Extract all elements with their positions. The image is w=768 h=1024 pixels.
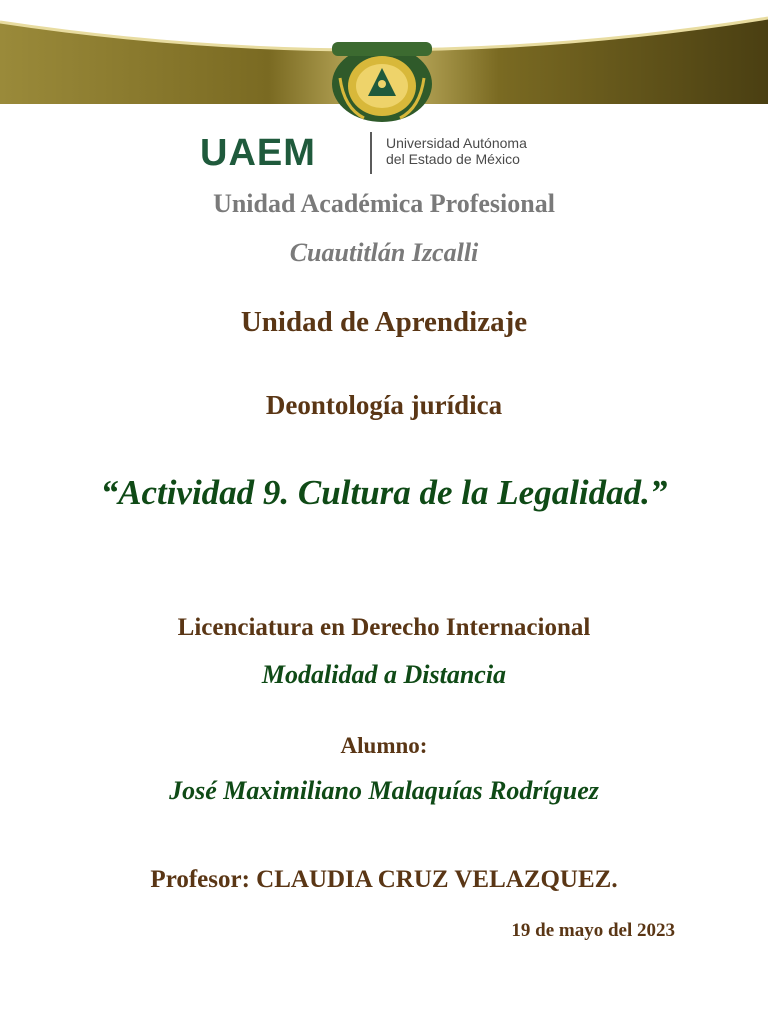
campus-name: Cuautitlán Izcalli [289,238,479,267]
student-name: José Maximiliano Malaquías Rodríguez [169,776,599,805]
university-name-line2: del Estado de México [386,151,520,167]
document-date: 19 de mayo del 2023 [511,920,675,941]
professor-line: Profesor: CLAUDIA CRUZ VELAZQUEZ. [150,866,618,893]
uaem-logo [200,128,580,176]
academic-unit: Unidad Académica Profesional [213,189,555,218]
course-label: Unidad de Aprendizaje [240,306,528,338]
activity-title: “Actividad 9. Cultura de la Legalidad.” [100,473,668,512]
logo-divider [370,132,372,174]
university-full-name [386,135,527,167]
university-seal-icon [324,38,440,124]
student-label: Alumno: [340,733,428,758]
degree-program: Licenciatura en Derecho Internacional [177,614,591,641]
uaem-acronym: UAEM [200,132,316,174]
course-name: Deontología jurídica [265,390,503,420]
modality: Modalidad a Distancia [261,660,507,689]
university-name-line1: Universidad Autónoma [386,135,527,151]
